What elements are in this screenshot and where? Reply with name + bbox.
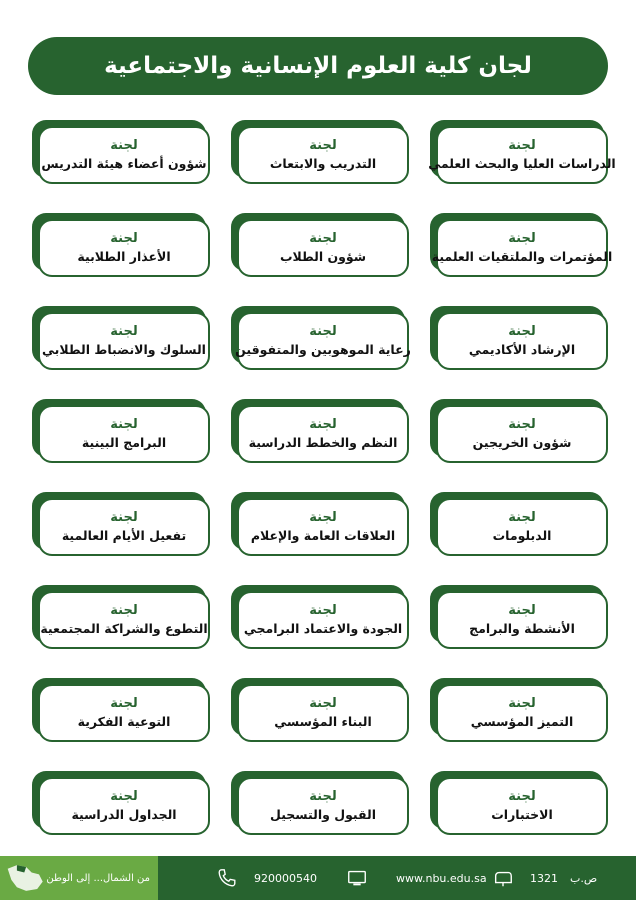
- card-face: [38, 591, 210, 649]
- committee-card: [428, 120, 616, 184]
- committee-label: لجنة: [508, 789, 536, 804]
- committee-name: البناء المؤسسي: [274, 714, 372, 729]
- committee-card: [430, 213, 613, 277]
- committee-card: [231, 120, 409, 184]
- card-face: [237, 684, 409, 742]
- committee-label: لجنة: [110, 603, 138, 618]
- committee-name: القبول والتسجيل: [270, 807, 376, 822]
- committee-name: الأعذار الطلابية: [77, 249, 171, 264]
- po-box-number: [530, 856, 558, 900]
- website-url: [396, 856, 487, 900]
- committee-card: [231, 771, 409, 835]
- committee-label: لجنة: [508, 231, 536, 246]
- committee-card: [231, 306, 409, 370]
- phone-contact: [216, 856, 238, 900]
- committee-card: [231, 492, 409, 556]
- card-face: [436, 498, 608, 556]
- card-face: [436, 405, 608, 463]
- committee-name: المؤتمرات والملتقيات العلمية: [431, 249, 613, 264]
- committee-card: [32, 120, 210, 184]
- committee-name: التدريب والابتعاث: [269, 156, 377, 171]
- committee-card: [32, 585, 210, 649]
- card-face: [436, 684, 608, 742]
- committee-name: السلوك والانضباط الطلابي: [42, 342, 206, 357]
- card-face: [38, 126, 210, 184]
- card-face: [237, 126, 409, 184]
- card-face: [38, 777, 210, 835]
- committee-card: [430, 492, 608, 556]
- committee-name: التميز المؤسسي: [470, 714, 574, 729]
- committee-name: شؤون الطلاب: [279, 249, 367, 264]
- committee-name: الاختبارات: [491, 807, 553, 822]
- committee-label: لجنة: [508, 510, 536, 525]
- committee-name: الإرشاد الأكاديمي: [468, 342, 576, 357]
- map-icon: [4, 860, 46, 896]
- committee-name: العلاقات العامة والإعلام: [250, 528, 396, 543]
- committee-label: لجنة: [309, 138, 337, 153]
- card-face: [38, 684, 210, 742]
- po-box-label: [570, 856, 597, 900]
- page-title: لجان كلية العلوم الإنسانية والاجتماعية: [104, 53, 532, 79]
- phone-number: [254, 856, 317, 900]
- phone-text: 920000540: [254, 871, 317, 885]
- committee-label: لجنة: [110, 324, 138, 339]
- card-face: [237, 777, 409, 835]
- committee-name: التطوع والشراكة المجتمعية: [40, 621, 208, 636]
- committee-card: [231, 585, 409, 649]
- committee-label: لجنة: [110, 510, 138, 525]
- card-face: [237, 312, 409, 370]
- card-face: [38, 498, 210, 556]
- committee-card: [231, 213, 409, 277]
- committee-label: لجنة: [110, 789, 138, 804]
- committee-name: الأنشطة والبرامج: [469, 621, 575, 636]
- committee-name: شؤون أعضاء هيئة التدريس: [41, 156, 207, 171]
- footer: [0, 856, 636, 900]
- committee-label: لجنة: [309, 789, 337, 804]
- committee-card: [32, 399, 210, 463]
- committee-label: لجنة: [508, 324, 536, 339]
- footer-slogan: من الشمال... إلى الوطن: [46, 872, 150, 884]
- card-face: [436, 777, 608, 835]
- committee-label: لجنة: [508, 696, 536, 711]
- committee-card: [32, 306, 210, 370]
- committee-name: النظم والخطط الدراسية: [248, 435, 398, 450]
- po-box-number-text: 1321: [530, 871, 558, 885]
- website-text: www.nbu.edu.sa: [396, 871, 487, 885]
- committee-label: لجنة: [110, 138, 138, 153]
- committee-label: لجنة: [110, 696, 138, 711]
- committee-card: [32, 213, 210, 277]
- committee-name: الجودة والاعتماد البرامجي: [243, 621, 403, 636]
- committee-label: لجنة: [110, 417, 138, 432]
- computer-icon: [346, 867, 368, 889]
- card-face: [431, 219, 613, 277]
- committee-card: [430, 585, 608, 649]
- committee-name: الدراسات العليا والبحث العلمي: [428, 156, 616, 171]
- committee-card: [430, 306, 608, 370]
- po-box-contact: [492, 856, 514, 900]
- committee-label: لجنة: [508, 603, 536, 618]
- committee-label: لجنة: [309, 603, 337, 618]
- committee-label: لجنة: [508, 417, 536, 432]
- title-bar: [28, 37, 608, 95]
- committee-name: شؤون الخريجين: [472, 435, 572, 450]
- committee-name: رعاية الموهوبين والمتفوقين: [235, 342, 411, 357]
- committee-label: لجنة: [508, 138, 536, 153]
- card-face: [237, 405, 409, 463]
- committee-label: لجنة: [309, 510, 337, 525]
- committee-card: [430, 399, 608, 463]
- phone-icon: [216, 867, 238, 889]
- website-contact: [346, 856, 368, 900]
- committee-name: الدبلومات: [492, 528, 552, 543]
- card-face: [436, 312, 608, 370]
- committee-name: تفعيل الأيام العالمية: [61, 528, 187, 543]
- card-face: [38, 219, 210, 277]
- committee-card: [231, 678, 409, 742]
- card-face: [237, 498, 409, 556]
- card-face: [38, 312, 210, 370]
- committee-label: لجنة: [309, 417, 337, 432]
- footer-slogan-panel: [0, 856, 158, 900]
- committee-card: [32, 678, 210, 742]
- card-face: [436, 591, 608, 649]
- committee-label: لجنة: [309, 324, 337, 339]
- card-face: [428, 126, 616, 184]
- committee-name: الجداول الدراسية: [71, 807, 177, 822]
- po-box-label-text: ص.ب: [570, 871, 598, 885]
- mailbox-icon: [492, 867, 514, 889]
- committee-card: [430, 678, 608, 742]
- card-face: [237, 591, 409, 649]
- committee-label: لجنة: [309, 696, 337, 711]
- committees-grid: [28, 120, 616, 835]
- committee-card: [32, 492, 210, 556]
- committee-label: لجنة: [309, 231, 337, 246]
- card-face: [38, 405, 210, 463]
- committee-card: [430, 771, 608, 835]
- committee-label: لجنة: [110, 231, 138, 246]
- committee-name: التوعية الفكرية: [77, 714, 171, 729]
- committee-name: البرامج البينية: [81, 435, 167, 450]
- card-face: [237, 219, 409, 277]
- committee-card: [231, 399, 409, 463]
- committee-card: [32, 771, 210, 835]
